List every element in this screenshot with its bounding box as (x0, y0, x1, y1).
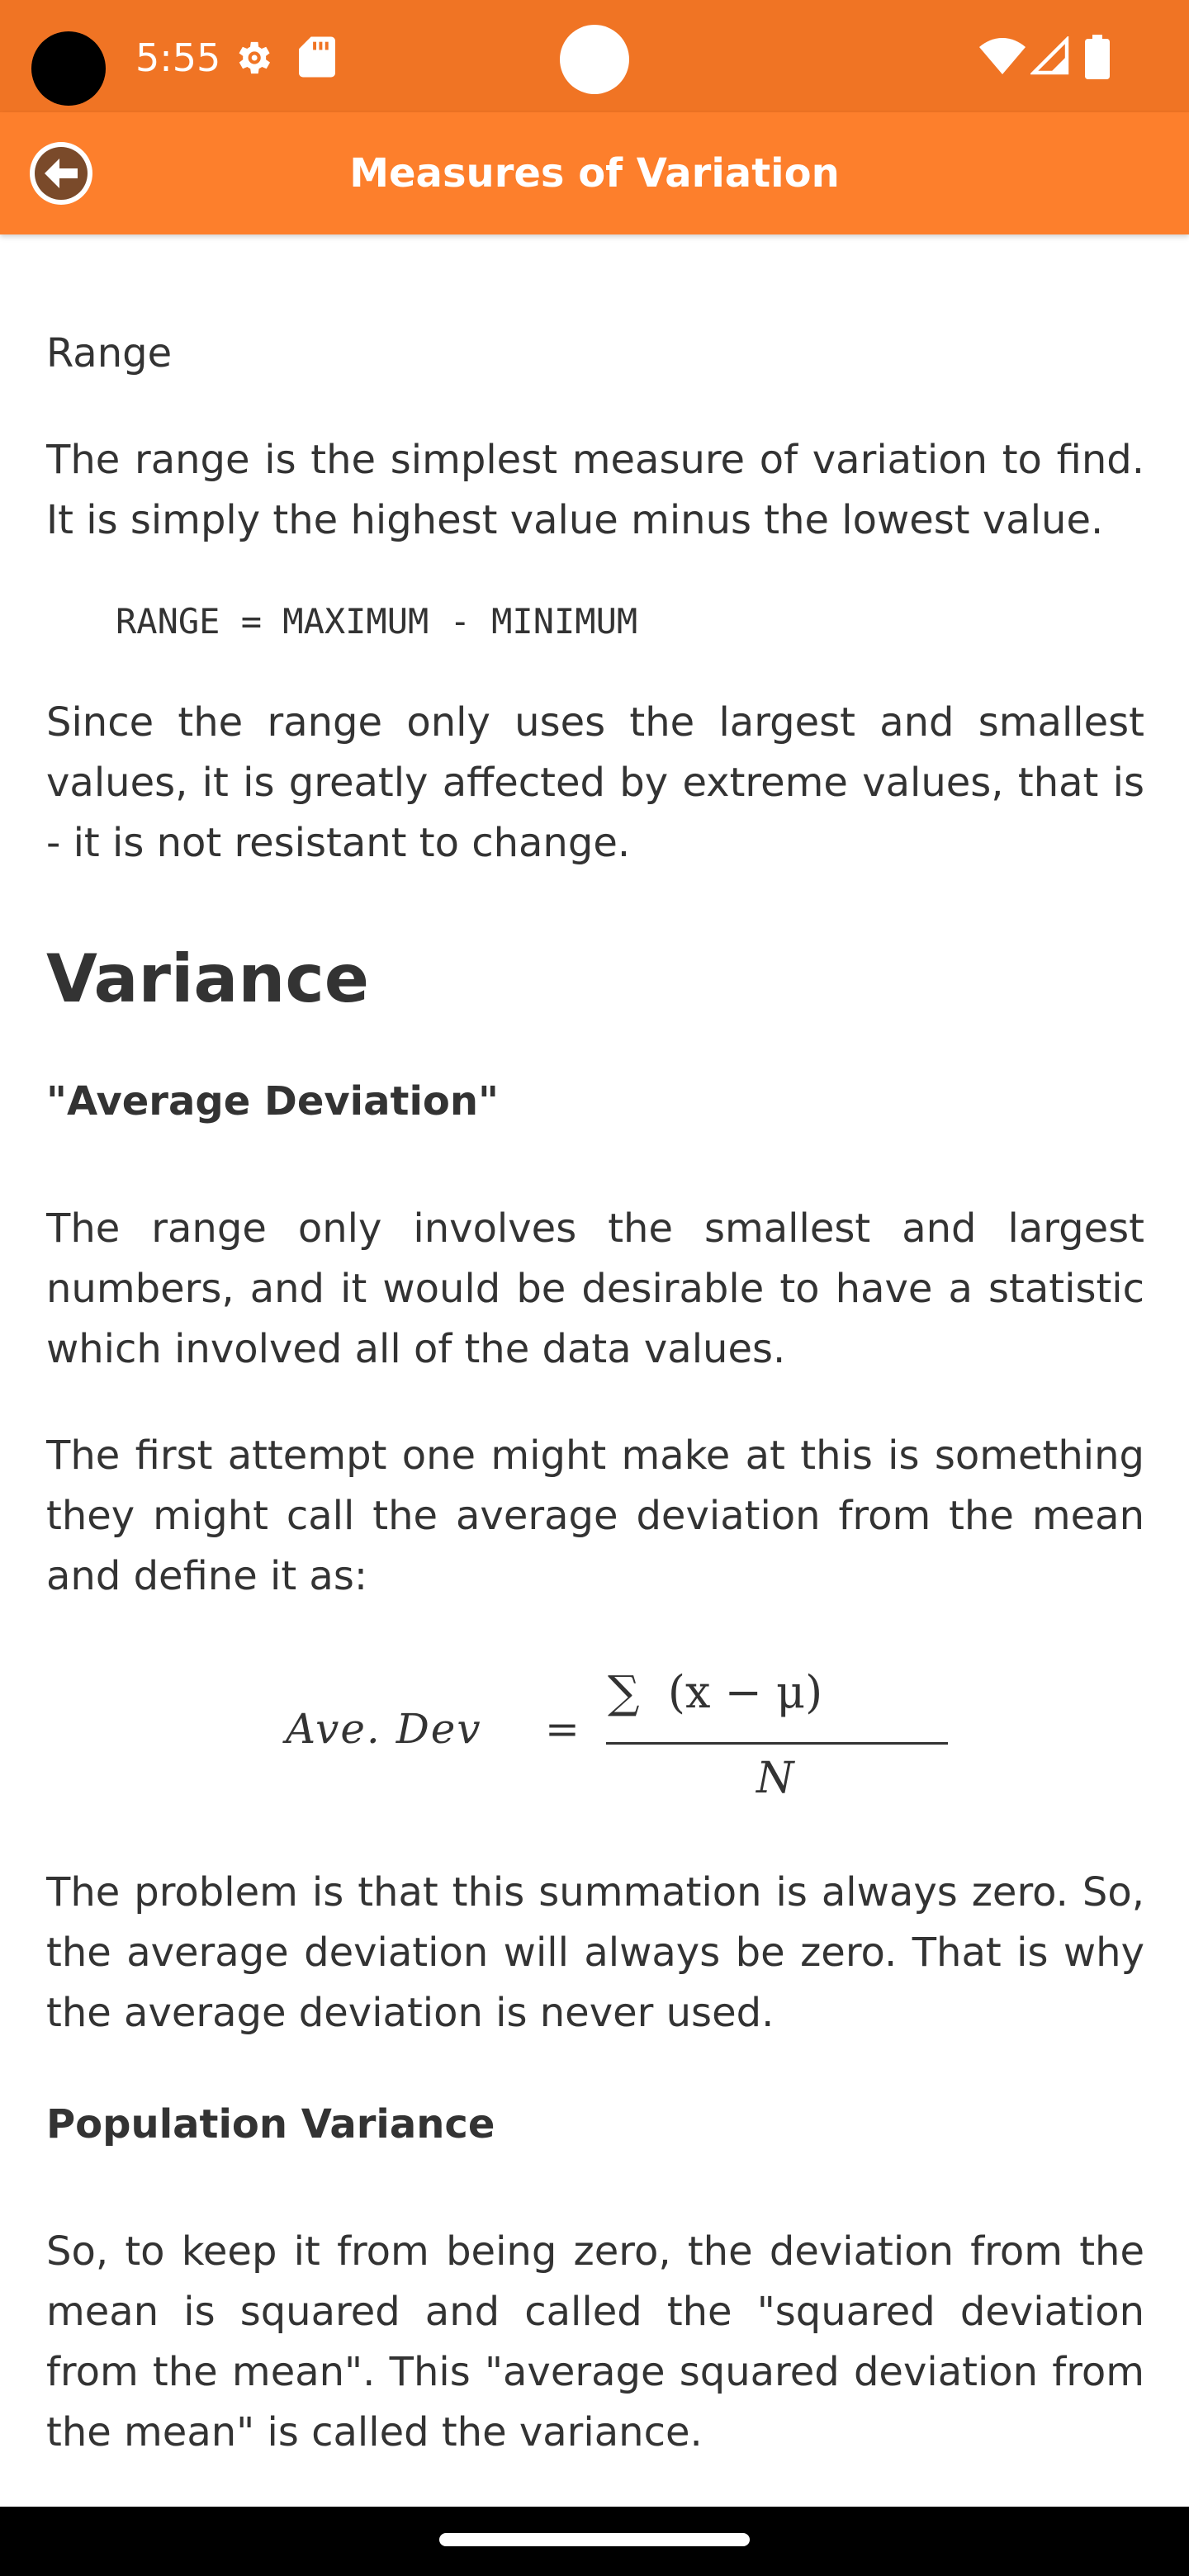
range-label: Range (46, 330, 173, 376)
wifi-icon (979, 36, 1026, 76)
camera-cutout (31, 31, 106, 106)
battery-icon (1085, 35, 1110, 79)
fraction-bar (606, 1742, 948, 1745)
average-deviation-formula (46, 1656, 1144, 1838)
formula-equals: = (545, 1705, 580, 1753)
settings-icon (231, 36, 274, 79)
population-variance-heading: Population Variance (46, 2101, 495, 2147)
formula-lhs: Ave. Dev (286, 1705, 482, 1753)
population-variance-paragraph-1: So, to keep it from being zero, the deviation from the mean is squared and called the "squared deviation from the mean". This "average squared deviation from the mean" is called the variance. (46, 2228, 1144, 2455)
navigation-bar (0, 2507, 1189, 2576)
formula-denominator: N (756, 1754, 794, 1803)
back-button[interactable] (28, 140, 94, 206)
home-gesture-handle[interactable] (439, 2533, 750, 2546)
range-paragraph-1: The range is the simplest measure of variation to find. It is simply the highest value minus the lowest value. (46, 437, 1144, 543)
center-indicator (560, 25, 629, 94)
average-deviation-heading: "Average Deviation" (46, 1078, 500, 1125)
back-arrow-icon (28, 140, 94, 206)
average-deviation-paragraph-3: The problem is that this summation is always zero. So, the average deviation will always be zero. That is why the average deviation is never used. (46, 1869, 1144, 2036)
status-time: 5:55 (135, 36, 221, 80)
range-paragraph-2: Since the range only uses the largest and smallest values, it is greatly affected by extreme values, that is - it is not resistant to change. (46, 699, 1144, 866)
status-bar (0, 0, 1189, 112)
range-formula: RANGE = MAXIMUM - MINIMUM (116, 601, 638, 642)
sd-card-icon (299, 36, 335, 78)
formula-numerator: ∑ (x − μ) (608, 1666, 823, 1718)
signal-icon (1030, 36, 1070, 76)
app-bar (0, 112, 1189, 234)
article-content (46, 234, 1144, 2507)
page-title: Measures of Variation (349, 150, 840, 197)
average-deviation-paragraph-2: The first attempt one might make at this is something they might call the average deviation from the mean and define it as: (46, 1432, 1144, 1599)
variance-heading: Variance (46, 940, 370, 1017)
average-deviation-paragraph-1: The range only involves the smallest and largest numbers, and it would be desirable to have a statistic which involved all of the data values. (46, 1205, 1144, 1372)
